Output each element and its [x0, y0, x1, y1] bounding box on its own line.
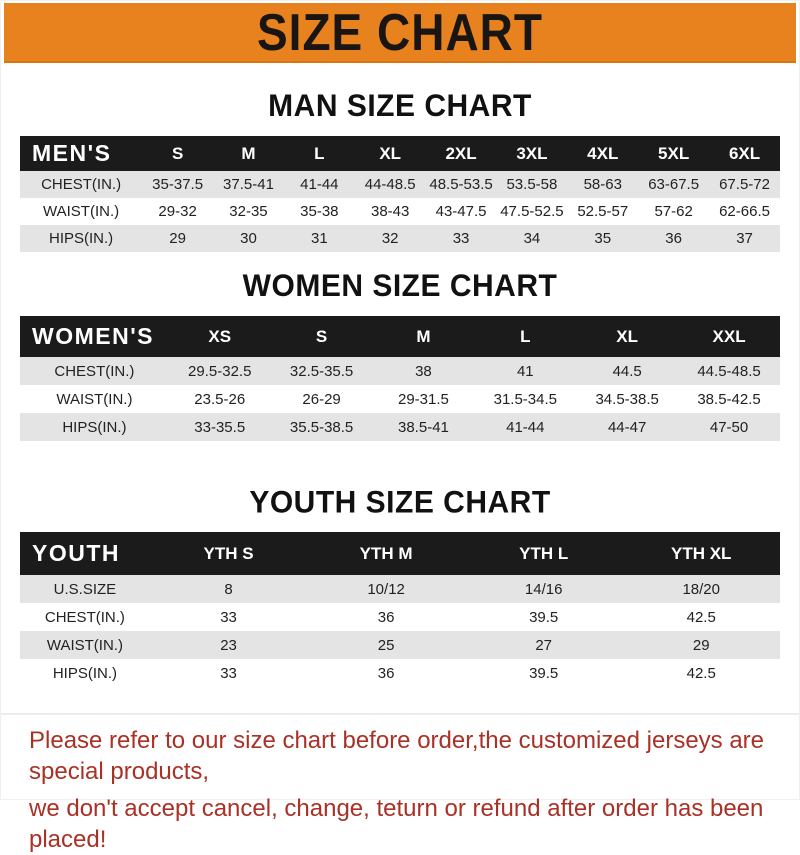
size-cell: 10/12 — [367, 580, 405, 598]
size-cell: 33-35.5 — [194, 418, 246, 436]
column-header: XL — [616, 326, 639, 346]
size-cell: 30 — [240, 230, 257, 247]
youth-table-body — [20, 575, 780, 687]
row-label: CHEST(IN.) — [54, 362, 135, 380]
size-cell: 18/20 — [682, 580, 720, 598]
youth-section-heading: YOUTH SIZE CHART — [249, 485, 551, 520]
size-cell: 47.5-52.5 — [500, 203, 564, 220]
size-cell: 23 — [220, 636, 237, 654]
size-cell: 44.5 — [612, 362, 642, 380]
column-header: YTH XL — [670, 543, 732, 563]
men-table-title: MEN'S — [32, 140, 112, 166]
column-header: M — [416, 326, 431, 346]
size-cell: 34 — [523, 230, 541, 247]
size-cell: 42.5 — [686, 608, 716, 626]
column-header: 4XL — [587, 143, 619, 163]
section-women — [1, 252, 799, 441]
row-label: WAIST(IN.) — [56, 390, 133, 408]
size-cell: 62-66.5 — [719, 203, 770, 220]
size-cell: 32.5-35.5 — [289, 362, 354, 380]
size-cell: 33 — [220, 608, 237, 626]
column-header: 3XL — [516, 143, 548, 163]
column-header: L — [520, 326, 531, 346]
row-label: WAIST(IN.) — [43, 203, 120, 220]
banner-title: SIZE CHART — [257, 2, 543, 62]
column-header: YTH L — [519, 543, 569, 563]
table-row — [20, 198, 780, 225]
column-header: L — [314, 143, 325, 163]
size-cell: 57-62 — [654, 203, 693, 220]
row-label: CHEST(IN.) — [41, 176, 122, 193]
size-cell: 26-29 — [302, 390, 341, 408]
size-cell: 37 — [736, 230, 753, 247]
size-cell: 14/16 — [524, 580, 563, 598]
size-cell: 38.5-41 — [398, 418, 449, 436]
size-cell: 48.5-53.5 — [429, 176, 493, 193]
size-cell: 27 — [535, 636, 552, 654]
women-table-title: WOMEN'S — [32, 323, 155, 349]
row-label: HIPS(IN.) — [49, 230, 114, 247]
men-table-body — [20, 171, 780, 252]
table-row — [20, 659, 780, 687]
size-cell: 35-37.5 — [152, 176, 204, 193]
size-cell: 36 — [665, 230, 682, 247]
row-label: HIPS(IN.) — [62, 418, 127, 436]
column-header: S — [171, 143, 184, 163]
size-cell: 29 — [169, 230, 186, 247]
column-header: S — [315, 326, 328, 346]
size-cell: 58-63 — [583, 176, 622, 193]
size-cell: 37.5-41 — [223, 176, 274, 193]
size-cell: 35 — [594, 230, 612, 247]
note-line-2: we don't accept cancel, change, teturn or refund after order has been placed! — [29, 795, 764, 853]
size-cell: 8 — [224, 580, 233, 598]
size-cell: 41-44 — [506, 418, 545, 436]
size-cell: 52.5-57 — [577, 203, 629, 220]
men-section-heading: MAN SIZE CHART — [268, 88, 532, 124]
column-header: YTH S — [203, 543, 254, 563]
column-header: XS — [208, 326, 232, 346]
size-cell: 38.5-42.5 — [697, 390, 761, 408]
size-cell: 35-38 — [300, 203, 339, 220]
size-cell: 39.5 — [529, 608, 559, 626]
size-cell: 36 — [377, 664, 395, 682]
column-header: XL — [379, 143, 402, 163]
table-row — [20, 631, 780, 659]
size-cell: 29 — [692, 636, 710, 654]
size-cell: 29-31.5 — [398, 390, 449, 408]
row-label: HIPS(IN.) — [52, 664, 117, 682]
column-header: XXL — [712, 326, 746, 346]
youth-size-table — [20, 532, 780, 687]
column-header: 2XL — [445, 143, 477, 163]
men-size-table — [20, 136, 780, 252]
size-cell: 34.5-38.5 — [595, 390, 659, 408]
youth-table-title: YOUTH — [32, 540, 120, 566]
size-cell: 63-67.5 — [648, 176, 700, 193]
men-header-row — [20, 136, 780, 171]
section-men — [1, 63, 799, 252]
size-cell: 23.5-26 — [194, 390, 246, 408]
size-cell: 33 — [452, 230, 470, 247]
table-row — [20, 357, 780, 385]
column-header: M — [241, 143, 256, 163]
section-youth — [1, 441, 799, 687]
row-label: U.S.SIZE — [53, 580, 117, 598]
size-cell: 39.5 — [529, 664, 559, 682]
size-cell: 31 — [310, 230, 328, 247]
women-table-head — [20, 316, 780, 357]
women-header-row — [20, 316, 780, 357]
footer-note — [1, 713, 799, 855]
size-cell: 44-48.5 — [364, 176, 416, 193]
women-table-body — [20, 357, 780, 441]
charts-container — [1, 63, 799, 687]
size-cell: 42.5 — [686, 664, 716, 682]
women-size-table — [20, 316, 780, 441]
table-row — [20, 385, 780, 413]
column-header: 6XL — [728, 143, 761, 163]
size-cell: 36 — [377, 608, 395, 626]
size-cell: 25 — [377, 636, 395, 654]
size-cell: 32-35 — [229, 203, 268, 220]
size-cell: 38-43 — [371, 203, 410, 220]
table-row — [20, 171, 780, 198]
size-cell: 29-32 — [158, 203, 197, 220]
size-cell: 41-44 — [300, 176, 339, 193]
table-row — [20, 575, 780, 603]
row-label: WAIST(IN.) — [46, 636, 123, 654]
size-cell: 32 — [381, 230, 399, 247]
size-cell: 38 — [415, 362, 432, 380]
size-cell: 44.5-48.5 — [697, 362, 761, 380]
table-row — [20, 603, 780, 631]
size-cell: 47-50 — [709, 418, 749, 436]
note-line-1: Please refer to our size chart before order,the customized jerseys are special products, — [29, 727, 765, 785]
size-cell: 67.5-72 — [719, 176, 770, 193]
women-section-heading: WOMEN SIZE CHART — [242, 268, 558, 304]
size-cell: 44-47 — [607, 418, 647, 436]
column-header: 5XL — [658, 143, 690, 163]
banner — [4, 3, 796, 63]
size-cell: 33 — [220, 664, 237, 682]
table-row — [20, 225, 780, 252]
youth-table-head — [20, 532, 780, 575]
size-cell: 35.5-38.5 — [289, 418, 354, 436]
youth-header-row — [20, 532, 780, 575]
size-cell: 53.5-58 — [506, 176, 558, 193]
size-cell: 43-47.5 — [435, 203, 487, 220]
size-cell: 31.5-34.5 — [493, 390, 557, 408]
column-header: YTH M — [359, 543, 413, 563]
table-row — [20, 413, 780, 441]
men-table-head — [20, 136, 780, 171]
size-cell: 29.5-32.5 — [188, 362, 252, 380]
size-cell: 41 — [516, 362, 534, 380]
row-label: CHEST(IN.) — [44, 608, 125, 626]
